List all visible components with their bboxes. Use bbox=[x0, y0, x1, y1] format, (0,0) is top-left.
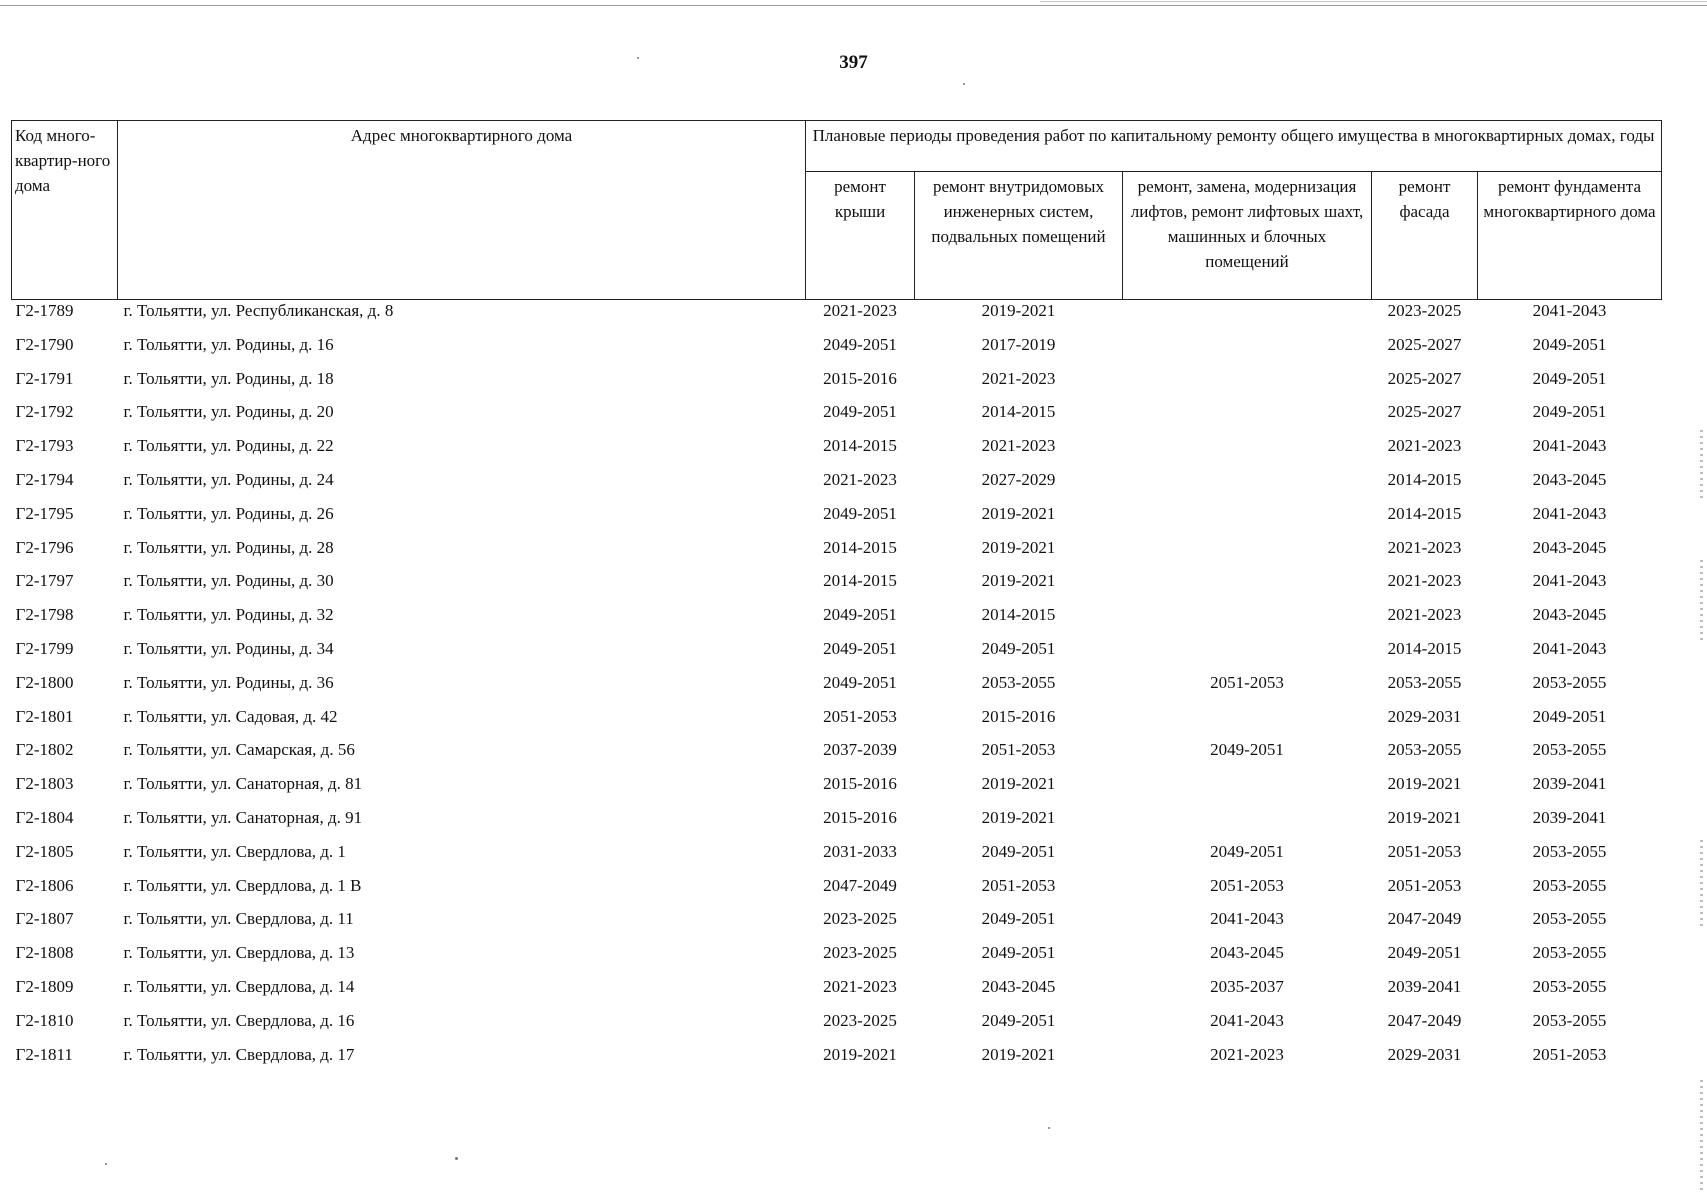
cell-address: г. Тольятти, ул. Свердлова, д. 16 bbox=[123, 1010, 355, 1030]
cell-facade: 2047-2049 bbox=[1387, 909, 1462, 929]
cell-address: г. Тольятти, ул. Родины, д. 16 bbox=[123, 334, 334, 354]
cell-engineering: 2014-2015 bbox=[981, 605, 1056, 625]
header-roof: ремонт крыши bbox=[806, 172, 915, 300]
cell-engineering: 2049-2051 bbox=[981, 909, 1056, 929]
scan-speck bbox=[637, 57, 639, 59]
scan-speck bbox=[1048, 1127, 1050, 1129]
table-row bbox=[12, 978, 1662, 1012]
cell-roof: 2019-2021 bbox=[823, 1044, 897, 1064]
cell-foundation: 2041-2043 bbox=[1532, 301, 1607, 320]
cell-roof: 2015-2016 bbox=[823, 368, 897, 388]
cell-address: г. Тольятти, ул. Родины, д. 26 bbox=[123, 503, 334, 523]
cell-facade: 2021-2023 bbox=[1387, 436, 1462, 456]
cell-foundation: 2053-2055 bbox=[1532, 976, 1607, 996]
scan-speck bbox=[105, 1163, 107, 1165]
cell-address: г. Тольятти, ул. Родины, д. 30 bbox=[123, 571, 334, 591]
header-facade: ремонт фасада bbox=[1372, 172, 1478, 300]
cell-lifts bbox=[1123, 471, 1372, 505]
cell-foundation: 2053-2055 bbox=[1532, 909, 1607, 929]
cell-foundation: 2039-2041 bbox=[1532, 807, 1607, 827]
header-code: Код много-квартир-ного дома bbox=[12, 121, 118, 300]
cell-lifts bbox=[1123, 572, 1372, 606]
cell-address: г. Тольятти, ул. Родины, д. 34 bbox=[123, 638, 334, 658]
table-row bbox=[12, 437, 1662, 471]
table-row bbox=[12, 1012, 1662, 1046]
cell-roof: 2023-2025 bbox=[823, 943, 897, 963]
cell-foundation: 2049-2051 bbox=[1532, 402, 1607, 422]
cell-lifts bbox=[1123, 437, 1372, 471]
cell-foundation: 2053-2055 bbox=[1532, 841, 1607, 861]
cell-engineering: 2019-2021 bbox=[981, 503, 1056, 523]
cell-address: г. Тольятти, ул. Родины, д. 22 bbox=[123, 436, 334, 456]
cell-lifts bbox=[1123, 505, 1372, 539]
table-body bbox=[12, 300, 1662, 1080]
cell-engineering: 2027-2029 bbox=[981, 469, 1056, 489]
cell-code: Г2-1809 bbox=[15, 976, 74, 996]
cell-address: г. Тольятти, ул. Санаторная, д. 81 bbox=[123, 774, 363, 794]
cell-address: г. Тольятти, ул. Свердлова, д. 17 bbox=[123, 1044, 355, 1064]
cell-address: г. Тольятти, ул. Свердлова, д. 11 bbox=[123, 909, 354, 929]
cell-engineering: 2021-2023 bbox=[981, 368, 1056, 388]
cell-foundation: 2053-2055 bbox=[1532, 943, 1607, 963]
table-row bbox=[12, 741, 1662, 775]
cell-roof: 2031-2033 bbox=[823, 841, 897, 861]
cell-lifts bbox=[1123, 606, 1372, 640]
cell-code: Г2-1795 bbox=[15, 503, 74, 523]
scan-edge-noise bbox=[1700, 430, 1703, 500]
cell-address: г. Тольятти, ул. Родины, д. 28 bbox=[123, 537, 334, 557]
cell-facade: 2051-2053 bbox=[1387, 875, 1462, 895]
cell-code: Г2-1810 bbox=[15, 1010, 74, 1030]
scan-speck bbox=[963, 83, 965, 85]
cell-facade: 2021-2023 bbox=[1387, 537, 1462, 557]
cell-code: Г2-1811 bbox=[15, 1044, 73, 1064]
cell-facade: 2051-2053 bbox=[1387, 841, 1462, 861]
cell-facade: 2029-2031 bbox=[1387, 706, 1462, 726]
cell-lifts bbox=[1123, 640, 1372, 674]
cell-address: г. Тольятти, ул. Свердлова, д. 1 В bbox=[123, 875, 362, 895]
cell-foundation: 2051-2053 bbox=[1532, 1044, 1607, 1064]
scan-speck bbox=[455, 1157, 458, 1160]
cell-address: г. Тольятти, ул. Санаторная, д. 91 bbox=[123, 807, 363, 827]
table-row bbox=[12, 708, 1662, 742]
cell-facade: 2021-2023 bbox=[1387, 605, 1462, 625]
cell-lifts: 2051-2053 bbox=[1210, 875, 1284, 895]
cell-engineering: 2017-2019 bbox=[981, 334, 1056, 354]
cell-roof: 2049-2051 bbox=[823, 638, 897, 658]
cell-lifts bbox=[1123, 336, 1372, 370]
cell-code: Г2-1794 bbox=[15, 469, 74, 489]
table-row bbox=[12, 640, 1662, 674]
cell-lifts: 2035-2037 bbox=[1210, 976, 1284, 996]
cell-foundation: 2053-2055 bbox=[1532, 1010, 1607, 1030]
cell-facade: 2021-2023 bbox=[1387, 571, 1462, 591]
cell-roof: 2015-2016 bbox=[823, 774, 897, 794]
cell-facade: 2023-2025 bbox=[1387, 301, 1462, 320]
table-row bbox=[12, 471, 1662, 505]
cell-facade: 2029-2031 bbox=[1387, 1044, 1462, 1064]
cell-facade: 2025-2027 bbox=[1387, 334, 1462, 354]
cell-facade: 2019-2021 bbox=[1387, 774, 1462, 794]
cell-code: Г2-1801 bbox=[15, 706, 74, 726]
cell-address: г. Тольятти, ул. Свердлова, д. 13 bbox=[123, 943, 355, 963]
cell-facade: 2014-2015 bbox=[1387, 503, 1462, 523]
cell-foundation: 2053-2055 bbox=[1532, 740, 1607, 760]
table-row bbox=[12, 300, 1662, 336]
cell-roof: 2021-2023 bbox=[823, 976, 897, 996]
cell-facade: 2053-2055 bbox=[1387, 672, 1462, 692]
cell-engineering: 2019-2021 bbox=[981, 807, 1056, 827]
cell-address: г. Тольятти, ул. Родины, д. 20 bbox=[123, 402, 334, 422]
cell-engineering: 2049-2051 bbox=[981, 638, 1056, 658]
cell-lifts: 2049-2051 bbox=[1210, 841, 1284, 861]
cell-facade: 2053-2055 bbox=[1387, 740, 1462, 760]
cell-roof: 2049-2051 bbox=[823, 334, 897, 354]
cell-roof: 2014-2015 bbox=[823, 571, 897, 591]
cell-foundation: 2039-2041 bbox=[1532, 774, 1607, 794]
cell-roof: 2015-2016 bbox=[823, 807, 897, 827]
cell-engineering: 2043-2045 bbox=[981, 976, 1056, 996]
cell-code: Г2-1802 bbox=[15, 740, 74, 760]
cell-foundation: 2049-2051 bbox=[1532, 706, 1607, 726]
scan-border-line bbox=[1040, 1, 1707, 2]
cell-engineering: 2051-2053 bbox=[981, 875, 1056, 895]
cell-roof: 2049-2051 bbox=[823, 605, 897, 625]
cell-address: г. Тольятти, ул. Республиканская, д. 8 bbox=[123, 301, 394, 320]
header-engineering: ремонт внутридомовых инженерных систем, подвальных помещений bbox=[915, 172, 1123, 300]
cell-lifts bbox=[1123, 809, 1372, 843]
cell-engineering: 2015-2016 bbox=[981, 706, 1056, 726]
cell-code: Г2-1796 bbox=[15, 537, 74, 557]
cell-address: г. Тольятти, ул. Самарская, д. 56 bbox=[123, 740, 355, 760]
scan-edge-noise bbox=[1700, 1080, 1703, 1190]
scan-edge-noise bbox=[1700, 560, 1703, 640]
cell-facade: 2014-2015 bbox=[1387, 638, 1462, 658]
cell-address: г. Тольятти, ул. Родины, д. 24 bbox=[123, 469, 334, 489]
cell-address: г. Тольятти, ул. Родины, д. 36 bbox=[123, 672, 334, 692]
cell-address: г. Тольятти, ул. Родины, д. 32 bbox=[123, 605, 334, 625]
cell-roof: 2023-2025 bbox=[823, 1010, 897, 1030]
cell-roof: 2021-2023 bbox=[823, 469, 897, 489]
cell-facade: 2047-2049 bbox=[1387, 1010, 1462, 1030]
cell-code: Г2-1791 bbox=[15, 368, 74, 388]
cell-foundation: 2043-2045 bbox=[1532, 469, 1607, 489]
cell-foundation: 2041-2043 bbox=[1532, 638, 1607, 658]
table-row bbox=[12, 944, 1662, 978]
cell-foundation: 2049-2051 bbox=[1532, 334, 1607, 354]
cell-code: Г2-1799 bbox=[15, 638, 74, 658]
cell-address: г. Тольятти, ул. Садовая, д. 42 bbox=[123, 706, 338, 726]
cell-engineering: 2049-2051 bbox=[981, 1010, 1056, 1030]
cell-code: Г2-1800 bbox=[15, 672, 74, 692]
cell-lifts: 2041-2043 bbox=[1210, 909, 1284, 929]
cell-code: Г2-1807 bbox=[15, 909, 74, 929]
cell-code: Г2-1805 bbox=[15, 841, 74, 861]
table-row bbox=[12, 877, 1662, 911]
cell-facade: 2025-2027 bbox=[1387, 368, 1462, 388]
cell-code: Г2-1797 bbox=[15, 571, 74, 591]
cell-code: Г2-1808 bbox=[15, 943, 74, 963]
cell-lifts bbox=[1123, 775, 1372, 809]
cell-roof: 2023-2025 bbox=[823, 909, 897, 929]
cell-roof: 2014-2015 bbox=[823, 436, 897, 456]
cell-lifts bbox=[1123, 370, 1372, 404]
cell-code: Г2-1806 bbox=[15, 875, 74, 895]
cell-roof: 2014-2015 bbox=[823, 537, 897, 557]
cell-address: г. Тольятти, ул. Свердлова, д. 1 bbox=[123, 841, 346, 861]
cell-address: г. Тольятти, ул. Родины, д. 18 bbox=[123, 368, 334, 388]
cell-foundation: 2041-2043 bbox=[1532, 571, 1607, 591]
cell-roof: 2049-2051 bbox=[823, 503, 897, 523]
cell-engineering: 2019-2021 bbox=[981, 774, 1056, 794]
cell-lifts: 2049-2051 bbox=[1210, 740, 1284, 760]
cell-engineering: 2019-2021 bbox=[981, 537, 1056, 557]
table-header bbox=[12, 121, 1662, 300]
table-row bbox=[12, 1046, 1662, 1080]
cell-engineering: 2021-2023 bbox=[981, 436, 1056, 456]
header-lifts: ремонт, замена, модернизация лифтов, ремонт лифтовых шахт, машинных и блочных помещений bbox=[1123, 172, 1372, 300]
table-row bbox=[12, 606, 1662, 640]
table-row bbox=[12, 572, 1662, 606]
cell-lifts bbox=[1123, 403, 1372, 437]
cell-roof: 2049-2051 bbox=[823, 402, 897, 422]
table-row bbox=[12, 403, 1662, 437]
cell-foundation: 2043-2045 bbox=[1532, 537, 1607, 557]
cell-facade: 2049-2051 bbox=[1387, 943, 1462, 963]
scan-edge-noise bbox=[1700, 840, 1703, 930]
cell-address: г. Тольятти, ул. Свердлова, д. 14 bbox=[123, 976, 355, 996]
cell-lifts: 2043-2045 bbox=[1210, 943, 1284, 963]
cell-facade: 2025-2027 bbox=[1387, 402, 1462, 422]
cell-engineering: 2019-2021 bbox=[981, 571, 1056, 591]
cell-lifts: 2021-2023 bbox=[1210, 1044, 1284, 1064]
cell-foundation: 2043-2045 bbox=[1532, 605, 1607, 625]
cell-roof: 2047-2049 bbox=[823, 875, 897, 895]
cell-lifts bbox=[1123, 539, 1372, 573]
cell-code: Г2-1792 bbox=[15, 402, 74, 422]
cell-facade: 2039-2041 bbox=[1387, 976, 1462, 996]
cell-facade: 2019-2021 bbox=[1387, 807, 1462, 827]
cell-facade: 2014-2015 bbox=[1387, 469, 1462, 489]
cell-lifts bbox=[1123, 708, 1372, 742]
cell-lifts: 2051-2053 bbox=[1210, 672, 1284, 692]
cell-engineering: 2019-2021 bbox=[981, 301, 1056, 320]
cell-code: Г2-1790 bbox=[15, 334, 74, 354]
cell-engineering: 2019-2021 bbox=[981, 1044, 1056, 1064]
cell-code: Г2-1789 bbox=[15, 301, 74, 320]
cell-roof: 2037-2039 bbox=[823, 740, 897, 760]
page-number: 397 bbox=[839, 52, 868, 73]
cell-engineering: 2053-2055 bbox=[981, 672, 1056, 692]
cell-lifts bbox=[1123, 300, 1372, 336]
cell-roof: 2051-2053 bbox=[823, 706, 897, 726]
cell-engineering: 2049-2051 bbox=[981, 841, 1056, 861]
cell-foundation: 2053-2055 bbox=[1532, 875, 1607, 895]
cell-code: Г2-1798 bbox=[15, 605, 74, 625]
cell-lifts: 2041-2043 bbox=[1210, 1010, 1284, 1030]
cell-roof: 2049-2051 bbox=[823, 672, 897, 692]
table-row bbox=[12, 505, 1662, 539]
cell-engineering: 2051-2053 bbox=[981, 740, 1056, 760]
table-row bbox=[12, 539, 1662, 573]
cell-foundation: 2053-2055 bbox=[1532, 672, 1607, 692]
header-periods-group: Плановые периоды проведения работ по капитальному ремонту общего имущества в многоквартирных домах, годы bbox=[806, 121, 1662, 172]
repair-schedule-table bbox=[11, 120, 1662, 1079]
cell-foundation: 2049-2051 bbox=[1532, 368, 1607, 388]
table-row bbox=[12, 775, 1662, 809]
table-row bbox=[12, 370, 1662, 404]
table-row bbox=[12, 843, 1662, 877]
header-address: Адрес многоквартирного дома bbox=[118, 121, 806, 300]
cell-code: Г2-1803 bbox=[15, 774, 74, 794]
cell-engineering: 2014-2015 bbox=[981, 402, 1056, 422]
cell-code: Г2-1804 bbox=[15, 807, 74, 827]
header-foundation: ремонт фундамента многоквартирного дома bbox=[1478, 172, 1662, 300]
table-row bbox=[12, 336, 1662, 370]
cell-foundation: 2041-2043 bbox=[1532, 436, 1607, 456]
cell-roof: 2021-2023 bbox=[823, 301, 897, 320]
cell-engineering: 2049-2051 bbox=[981, 943, 1056, 963]
scan-border-line bbox=[0, 5, 1707, 6]
cell-code: Г2-1793 bbox=[15, 436, 74, 456]
table-row bbox=[12, 809, 1662, 843]
table-row bbox=[12, 910, 1662, 944]
table-row bbox=[12, 674, 1662, 708]
cell-foundation: 2041-2043 bbox=[1532, 503, 1607, 523]
